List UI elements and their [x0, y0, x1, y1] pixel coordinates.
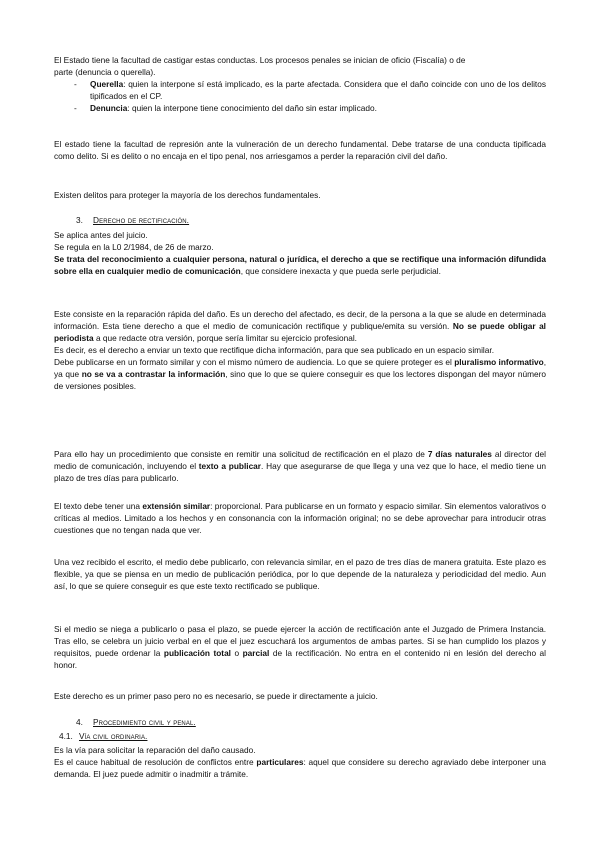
- text-span: , ya que: [54, 357, 546, 379]
- text-span: . Hay que asegurarse de que llega y una vez que lo hace, el medio tiene un plazo de tres días para publicarlo.: [54, 461, 546, 483]
- section-3-intro: [54, 229, 546, 277]
- heading-number: 3.: [76, 215, 83, 225]
- text-span: Debe publicarse en un formato similar y con el mismo número de audiencia. Lo que se quiere proteger es el: [54, 357, 455, 367]
- text-span: Es el cauce habitual de resolución de conflictos entre: [54, 757, 257, 767]
- paragraph: [54, 253, 546, 277]
- list-item: - Denuncia: quien la interpone tiene conocimiento del daño sin estar implicado.: [74, 103, 377, 113]
- text-span: Este consiste en la reparación rápida del daño. Es un derecho del afectado, es decir, de la persona a la que se alude en determinada información. Esta tiene derecho a que el medio de comunicación rectifique y publique/emita su versión.: [54, 309, 546, 331]
- text-line: parte (denuncia o querella).: [54, 67, 156, 77]
- section-heading-3: [76, 214, 189, 226]
- text-line: Se regula en la L0 2/1984, de 26 de marzo.: [54, 242, 214, 252]
- heading-title: Vía civil ordinaria.: [79, 731, 148, 741]
- bold-text: 7 días naturales: [427, 449, 492, 459]
- paragraph: [54, 756, 546, 780]
- list-item: - Querella: quien la interpone sí está implicado, es la parte afectada. Considera que el daño coincide con uno de los delitos tipificados en el CP.: [74, 79, 546, 101]
- text-span: Si el medio se niega a publicarlo o pasa el plazo, se puede ejercer la acción de rectificación ante el Juzgado de Primera Instancia. Tras ello, se celebra un juicio verbal en el que el juez escuchará los argumentos de ambas partes. Si se han cumplido los plazos y requisitos, puede ordenar la: [54, 624, 546, 658]
- bold-term: Denuncia: [90, 103, 128, 113]
- heading-number: 4.1.: [59, 731, 73, 741]
- heading-title: Derecho de rectificación.: [93, 215, 190, 225]
- paragraph: Es decir, es el derecho a enviar un texto que rectifique dicha información, para que sea publicado en un espacio similar.: [54, 345, 494, 355]
- bold-text: No se puede obligar al periodista: [54, 321, 546, 343]
- bold-text: extensión similar: [142, 501, 211, 511]
- text-line: Es la vía para solicitar la reparación del daño causado.: [54, 745, 256, 755]
- text-span: a que redacte otra versión, porque sería limitar su ejercicio profesional.: [93, 333, 357, 343]
- paragraph-procedimiento: [54, 448, 546, 484]
- text-line: El Estado tiene la facultad de castigar estas conductas. Los procesos penales se inician de oficio (Fiscalía) o de: [54, 55, 466, 65]
- heading-title: Procedimiento civil y penal.: [93, 717, 196, 727]
- bold-text: texto a publicar: [198, 461, 262, 471]
- bold-term: Querella: [90, 79, 124, 89]
- text-span: Para ello hay un procedimiento que consiste en remitir una solicitud de rectificación en el plazo de: [54, 449, 428, 459]
- paragraph: [54, 308, 546, 344]
- paragraph-extension: [54, 500, 546, 536]
- text-span: El texto debe tener una: [54, 501, 143, 511]
- text-span: de la rectificación. No entra en el contenido ni en lesión del derecho al honor.: [54, 648, 547, 670]
- paragraph: Existen delitos para proteger la mayoría de los derechos fundamentales.: [54, 190, 321, 200]
- paragraph: [54, 356, 546, 392]
- bold-text: publicación total: [163, 648, 231, 658]
- text-span: : proporcional. Para publicarse en un formato y espacio similar. Sin elementos valorativos o críticas al medios. Limitado a los hechos y en consonancia con la información original; no se debe aprovechar para introducir otras cuestiones que no tengan nada que ver.: [54, 501, 546, 535]
- text-span: al director del medio de comunicación, incluyendo el: [54, 449, 546, 471]
- bold-text: no se va a contrastar la información: [81, 369, 226, 379]
- section-heading-4-1: [59, 730, 147, 742]
- text-span: , sino que lo que se quiere conseguir es que los lectores dispongan del mayor número de versiones posibles.: [54, 369, 547, 391]
- heading-number: 4.: [76, 717, 83, 727]
- paragraph: Este derecho es un primer paso pero no es necesario, se puede ir directamente a juicio.: [54, 691, 378, 701]
- bold-text: parcial: [242, 648, 270, 658]
- section-heading-4: [76, 716, 196, 728]
- list-item-text: : quien la interpone tiene conocimiento del daño sin estar implicado.: [127, 103, 377, 113]
- list-item-text: : quien la interpone sí está implicado, es la parte afectada. Considera que el daño coincide con uno de los delitos tipificados en el CP.: [90, 79, 546, 101]
- bold-text: particulares: [256, 757, 304, 767]
- bold-text: pluralismo informativo: [454, 357, 544, 367]
- paragraph: El estado tiene la facultad de represión ante la vulneración de un derecho fundamental. Debe tratarse de una conducta tipificada como delito. Si es delito o no encaja en el tipo penal, nos arriesgamos a perder la reparación civil del daño.: [54, 139, 546, 161]
- bold-text: Se trata del reconocimiento a cualquier persona, natural o jurídica, el derecho a que se rectifique una información difundida sobre ella en cualquier medio de comunicación: [54, 254, 546, 276]
- paragraph-juzgado: [54, 623, 546, 671]
- paragraph-penal: [54, 54, 546, 114]
- text-span: o: [231, 648, 243, 658]
- text-span: , que considere inexacta y que pueda serle perjudicial.: [240, 266, 441, 276]
- text-span: : aquel que considere su derecho agraviado debe interponer una demanda. El juez puede admitir o inadmitir a trámite.: [54, 757, 546, 779]
- section-4-1-body: [54, 744, 546, 780]
- text-line: Se aplica antes del juicio.: [54, 230, 148, 240]
- paragraph-reparacion: [54, 308, 546, 392]
- paragraph-publicacion: Una vez recibido el escrito, el medio debe publicarlo, con relevancia similar, en el pazo de tres días de manera gratuita. Este plazo es flexible, ya que se piensa en un medio de publicación periódica, por lo que depende de la naturaleza y periodicidad del medio. Aun así, lo que se quiere conseguir es que este texto rectificado se publique.: [54, 557, 546, 591]
